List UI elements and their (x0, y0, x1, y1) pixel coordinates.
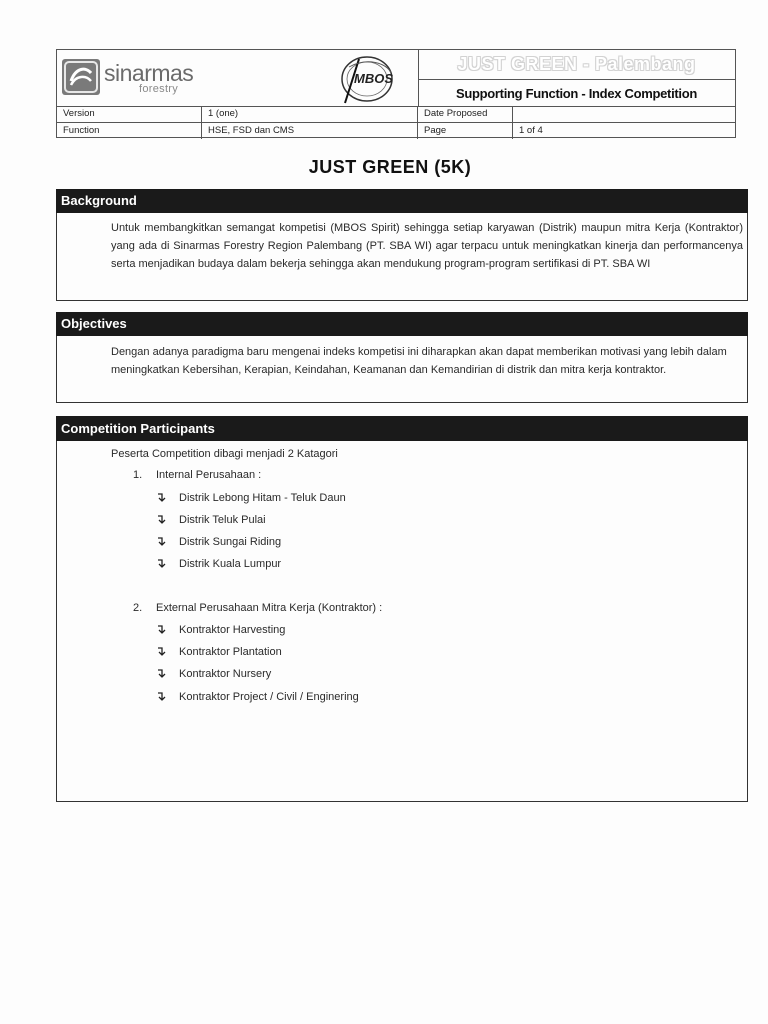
objectives-text: Dengan adanya paradigma baru mengenai indeks kompetisi ini diharapkan akan dapat memberikan motivasi yang lebih dalam meningkatkan Kebersihan, Kerapian, Keindahan, Keamanan dan Kemandirian di distrik dan mitra kerja kontraktor. (111, 346, 727, 376)
date-label: Date Proposed (418, 106, 513, 122)
document-title: JUST GREEN (5K) (308, 157, 472, 177)
arrow-down-hook-icon (156, 623, 168, 635)
list-item: Kontraktor Project / Civil / Enginering (179, 691, 359, 703)
document-header (56, 49, 736, 138)
function-label: Function (57, 123, 202, 139)
company-name: sinarmas (104, 60, 194, 86)
list-item: Distrik Lebong Hitam - Teluk Daun (179, 492, 346, 504)
list-item: Kontraktor Harvesting (179, 624, 286, 636)
arrow-down-hook-icon (156, 557, 168, 569)
mbos-label: MBOS (354, 71, 393, 86)
version-value: 1 (one) (202, 106, 418, 122)
header-title-main: JUST GREEN - Palembang (457, 54, 696, 74)
header-logo-area (57, 50, 419, 106)
page-label: Page (418, 123, 513, 139)
page-value: 1 of 4 (519, 125, 543, 136)
arrow-down-hook-icon (156, 690, 168, 702)
arrow-down-hook-icon (156, 491, 168, 503)
list-item: Distrik Teluk Pulai (179, 514, 266, 526)
section-heading-objectives: Objectives (56, 312, 748, 336)
arrow-down-hook-icon (156, 667, 168, 679)
arrow-down-hook-icon (156, 645, 168, 657)
header-top-row (57, 50, 735, 107)
header-title-area (418, 50, 735, 106)
list-item: Distrik Kuala Lumpur (179, 558, 282, 570)
group-title: Internal Perusahaan : (156, 469, 262, 481)
header-meta-row-1 (57, 106, 735, 123)
list-item: Kontraktor Nursery (179, 668, 272, 680)
header-meta-row-2 (57, 123, 735, 139)
company-sub: forestry (139, 83, 179, 95)
header-title-sub: Supporting Function - Index Competition (418, 79, 735, 107)
participants-intro: Peserta Competition dibagi menjadi 2 Katagori (111, 448, 338, 460)
arrow-down-hook-icon (156, 535, 168, 547)
list-item: Distrik Sungai Riding (179, 536, 282, 548)
version-label: Version (57, 106, 202, 122)
group-number: 1. (133, 469, 143, 481)
background-text: Untuk membangkitkan semangat kompetisi (MBOS Spirit) sehingga setiap karyawan (Distrik) maupun mitra Kerja (Kontraktor) yang ada di Sinarmas Forestry Region Palembang (PT. SBA WI) agar terpacu untuk meningkatkan kinerja dan performancenya serta menjadikan budaya dalam bekerja sehingga akan mendukung program-program sertifikasi di PT. SBA WI (111, 222, 743, 270)
sinarmas-logo-icon (62, 59, 100, 95)
list-item: Kontraktor Plantation (179, 646, 282, 658)
section-heading-background: Background (56, 189, 748, 213)
date-value (513, 106, 735, 122)
group-title: External Perusahaan Mitra Kerja (Kontraktor) : (156, 602, 383, 614)
section-heading-participants: Competition Participants (56, 416, 748, 441)
group-number: 2. (133, 602, 143, 614)
arrow-down-hook-icon (156, 513, 168, 525)
function-value: HSE, FSD dan CMS (202, 123, 418, 139)
